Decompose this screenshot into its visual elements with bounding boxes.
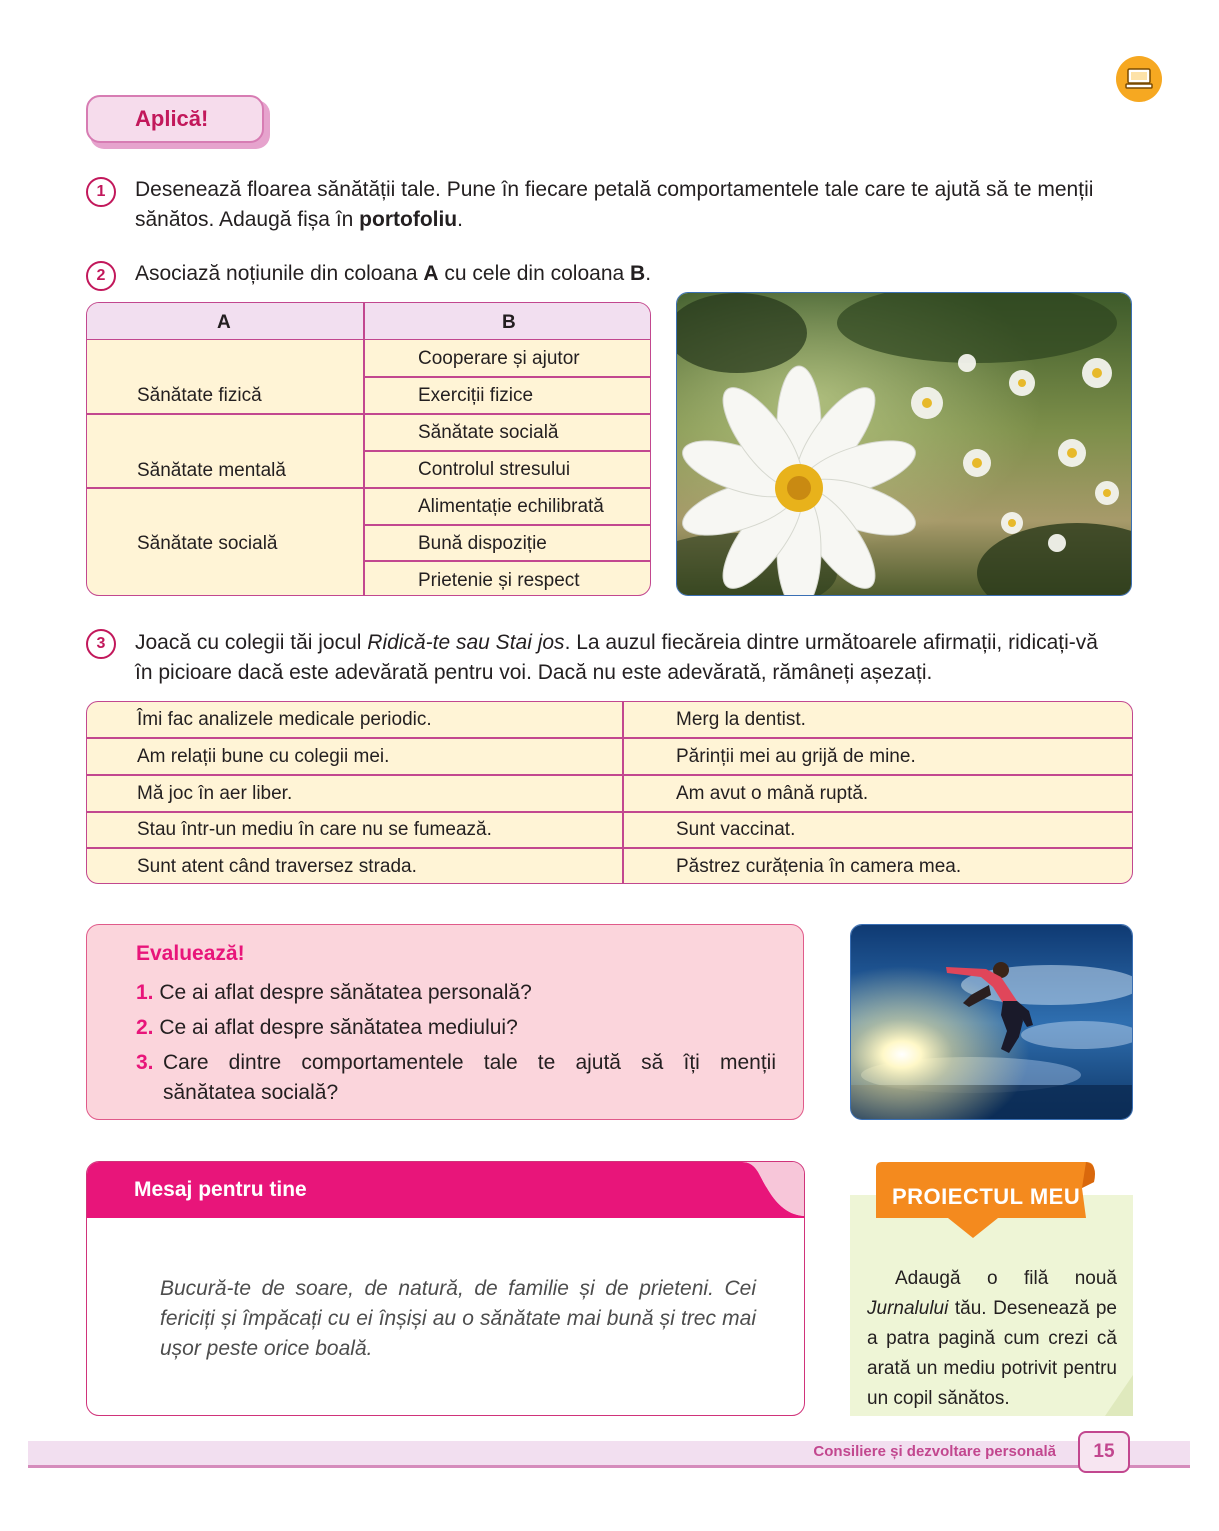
statement-left: Stau într-un mediu în care nu se fumează. (137, 819, 492, 840)
message-header (87, 1162, 804, 1216)
statement-right: Păstrez curățenia în camera mea. (676, 856, 962, 877)
exercise-number-1: 1 (86, 177, 116, 207)
exercise1-instruction (135, 175, 1145, 235)
exercise3-line1: Joacă cu colegii tăi jocul Ridică-te sau Stai jos. La auzul fiecăreia dintre următoarele afirmații, ridicați-vă (135, 631, 1098, 654)
statement-left: Mă joc în aer liber. (137, 783, 293, 804)
column-b-item: Bună dispoziție (418, 533, 547, 554)
exercise-number-3: 3 (86, 629, 116, 659)
column-b-item: Controlul stresului (418, 459, 571, 480)
evaluate-item: 1. Ce ai aflat despre sănătatea personală? (136, 981, 532, 1004)
statement-left: Am relații bune cu colegii mei. (137, 746, 390, 767)
exercise2-instruction: Asociază noțiunile din coloana A cu cele din coloana B. (135, 262, 652, 285)
section-badge-label: Aplică! (86, 95, 264, 143)
exercise1-line2: sănătos. Adaugă fișa în portofoliu. (135, 208, 463, 231)
header-column-b: B (502, 312, 516, 333)
footer-subject: Consiliere și dezvoltare personală (813, 1443, 1056, 1460)
portfolio-keyword: portofoliu (359, 208, 458, 231)
project-title: PROIECTUL MEU (892, 1184, 1081, 1209)
statement-left: Sunt atent când traversez strada. (137, 856, 417, 877)
exercise3-line2: în picioare dacă este adevărată pentru voi. Dacă nu este adevărată, rămâneți așezați. (135, 661, 933, 684)
column-b-item: Alimentație echilibrată (418, 496, 604, 517)
evaluate-box (86, 924, 804, 1120)
jumping-girl-photo (850, 924, 1133, 1120)
column-a-item: Sănătate socială (137, 533, 278, 554)
statement-right: Părinții mei au grijă de mine. (676, 746, 916, 767)
column-b-item: Prietenie și respect (418, 570, 580, 591)
statement-right: Sunt vaccinat. (676, 819, 796, 840)
project-text: Adaugă o filă nouă Jurnalului tău. Desenează pe a patra pagină cum crezi că arată un mediu potrivit pentru un copil sănătos. (867, 1268, 1117, 1409)
column-a-item: Sănătate mentală (137, 460, 286, 481)
project-ribbon (872, 1160, 1098, 1240)
association-table (86, 302, 651, 596)
page-number: 15 (1078, 1431, 1130, 1473)
statements-table (86, 701, 1133, 884)
header-column-a: A (217, 312, 231, 333)
message-box (86, 1161, 805, 1416)
computer-icon (1116, 56, 1162, 102)
game-name: Ridică-te sau Stai jos (367, 631, 565, 654)
exercise1-line1: Desenează floarea sănătății tale. Pune în fiecare petală comportamentele tale care te ajută să te menții (135, 178, 1094, 201)
statement-right: Merg la dentist. (676, 709, 806, 730)
message-title: Mesaj pentru tine (134, 1178, 307, 1201)
evaluate-item: 2. Ce ai aflat despre sănătatea mediului? (136, 1016, 518, 1039)
message-text: Bucură-te de soare, de natură, de familie și de prieteni. Cei fericiți și împăcați cu ei înșiși au o sănătate mai bună și trec mai ușor peste orice boală. (160, 1277, 756, 1360)
exercise3-instruction (135, 628, 1145, 688)
column-b-item: Cooperare și ajutor (418, 348, 580, 369)
journal-word: Jurnalului (867, 1298, 949, 1319)
white-flower-photo (676, 292, 1132, 596)
evaluate-title: Evaluează! (136, 942, 245, 965)
section-badge-apply (86, 95, 270, 149)
column-b-item: Sănătate socială (418, 422, 559, 443)
association-table-header (87, 303, 650, 340)
exercise-number-2: 2 (86, 261, 116, 291)
statement-right: Am avut o mână ruptă. (676, 783, 869, 804)
evaluate-item: 3. Care dintre comportamentele tale te ajută să îți menții sănătatea socială? (136, 1051, 776, 1104)
column-a-item: Sănătate fizică (137, 385, 262, 406)
statement-left: Îmi fac analizele medicale periodic. (137, 709, 432, 730)
column-b-item: Exerciții fizice (418, 385, 534, 406)
